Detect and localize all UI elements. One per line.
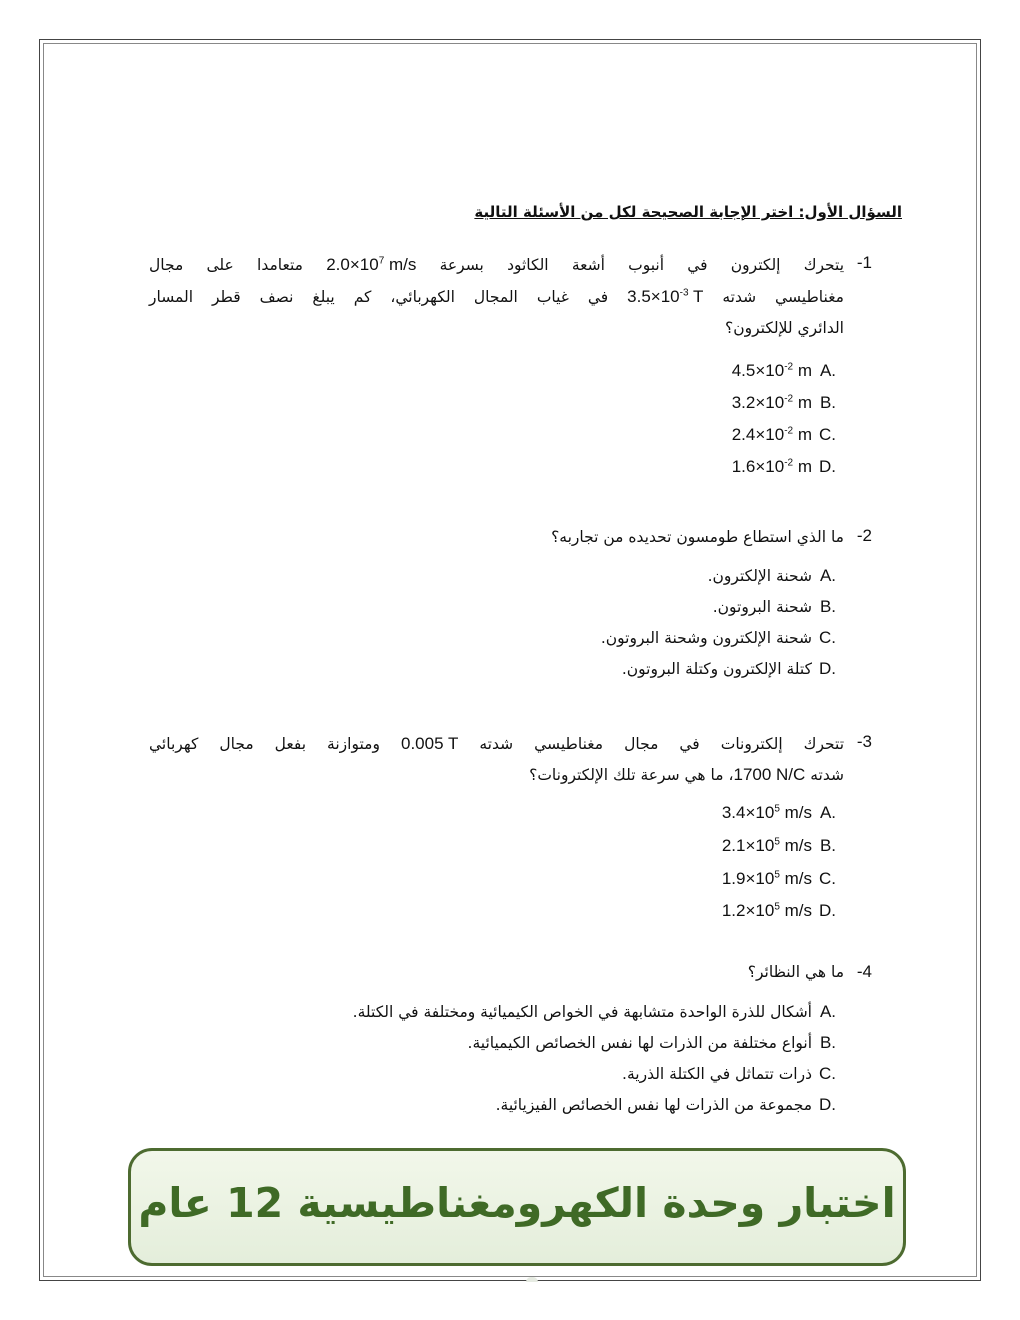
option-letter: D. (819, 1095, 836, 1114)
question-2-option-a[interactable] (707, 566, 836, 598)
question-1-velocity (326, 249, 416, 280)
velocity-exponent: 7 (378, 255, 385, 267)
option-text: أنواع مختلفة من الذرات لها نفس الخصائص الكيميائية. (467, 1034, 812, 1052)
field-mantissa: 3.5×10 (627, 287, 680, 306)
question-3-line-1 (149, 728, 844, 760)
option-unit: m (793, 393, 812, 412)
question-1-option-b[interactable] (731, 393, 836, 425)
option-text: كتلة الإلكترون وكتلة البروتون. (621, 660, 812, 678)
question-3-option-b[interactable] (721, 836, 836, 868)
question-1-line-1 (149, 249, 844, 281)
question-1-option-d[interactable] (731, 457, 836, 489)
option-mantissa: 2.4×10 (731, 425, 785, 444)
question-1-line-3: الدائري للإلكترون؟ (725, 319, 844, 337)
question-3-text-d: ، ما هي سرعة تلك الإلكترونات؟ (529, 766, 734, 784)
option-text: أشكال للذرة الواحدة متشابهة في الخواص الكيميائية ومختلفة في الكتلة. (352, 1003, 812, 1021)
field-exponent: -3 (679, 287, 689, 299)
question-2-option-b[interactable] (712, 597, 836, 629)
velocity-mantissa: 2.0×10 (326, 255, 379, 274)
option-unit: m/s (779, 836, 812, 855)
option-letter: C. (819, 1064, 836, 1083)
option-text: شحنة البروتون. (712, 598, 812, 616)
option-letter: A. (819, 1002, 836, 1021)
question-4-option-b[interactable] (467, 1033, 836, 1065)
option-unit: m (793, 457, 812, 476)
option-exponent: -2 (784, 361, 794, 373)
option-text: مجموعة من الذرات لها نفس الخصائص الفيزيائية. (495, 1096, 812, 1114)
field-unit: T (688, 287, 704, 306)
option-mantissa: 4.5×10 (731, 361, 785, 380)
question-2-option-d[interactable] (621, 659, 836, 691)
question-1-number: -1 (856, 253, 872, 272)
option-exponent: 5 (774, 869, 780, 881)
question-1-field (627, 281, 703, 312)
section-heading: السؤال الأول: اختر الإجابة الصحيحة لكل من الأسئلة التالية (474, 203, 902, 221)
option-unit: m/s (779, 869, 812, 888)
option-letter: A. (819, 361, 836, 380)
option-letter: D. (819, 457, 836, 476)
option-letter: B. (819, 393, 836, 412)
option-letter: B. (819, 1033, 836, 1052)
option-letter: C. (819, 628, 836, 647)
question-3-magnetic-field: 0.005 T (400, 734, 459, 753)
question-4-option-c[interactable] (622, 1064, 836, 1096)
question-3-text-a: تتحرك إلكترونات في مجال مغناطيسي شدته (479, 735, 845, 753)
question-2-number: -2 (856, 526, 872, 545)
question-3-electric-field: 1700 N/C (733, 765, 806, 784)
question-4-text: ما هي النظائر؟ (747, 963, 844, 981)
question-3-number: -3 (856, 732, 872, 751)
option-exponent: 5 (774, 803, 780, 815)
question-1-text-d: في غياب المجال الكهربائي، كم يبلغ نصف قطر المسار (149, 288, 609, 306)
question-1-line-2 (149, 281, 844, 313)
option-exponent: -2 (784, 393, 794, 405)
question-1-text-a: يتحرك إلكترون في أنبوب أشعة الكاثود بسرعة (439, 256, 845, 274)
question-3-line-2 (149, 759, 844, 791)
option-unit: m/s (779, 901, 812, 920)
option-exponent: 5 (774, 836, 780, 848)
title-banner-text: اختبار وحدة الكهرومغناطيسية 12 عام (138, 1179, 896, 1227)
question-3-option-a[interactable] (721, 803, 836, 835)
page-border-inner (43, 43, 977, 1277)
question-2-option-c[interactable] (600, 628, 836, 660)
question-1-option-c[interactable] (731, 425, 836, 457)
option-letter: C. (819, 869, 836, 888)
question-3-option-c[interactable] (721, 869, 836, 901)
option-letter: B. (819, 836, 836, 855)
question-2-text: ما الذي استطاع طومسون تحديده من تجاربه؟ (551, 528, 844, 546)
option-letter: A. (819, 803, 836, 822)
option-letter: B. (819, 597, 836, 616)
option-letter: A. (819, 566, 836, 585)
option-text: ذرات تتماثل في الكتلة الذرية. (622, 1065, 812, 1083)
question-4-option-d[interactable] (495, 1095, 836, 1127)
option-mantissa: 3.4×10 (721, 803, 775, 822)
option-exponent: -2 (784, 425, 794, 437)
option-letter: C. (819, 425, 836, 444)
option-mantissa: 1.9×10 (721, 869, 775, 888)
option-text: شحنة الإلكترون. (707, 567, 812, 585)
title-banner (128, 1148, 906, 1266)
option-exponent: 5 (774, 901, 780, 913)
option-text: شحنة الإلكترون وشحنة البروتون. (600, 629, 812, 647)
question-1-text-c: مغناطيسي شدته (722, 288, 844, 306)
option-mantissa: 1.2×10 (721, 901, 775, 920)
velocity-unit: m/s (384, 255, 417, 274)
option-letter: D. (819, 901, 836, 920)
question-1-option-a[interactable] (731, 361, 836, 393)
option-mantissa: 2.1×10 (721, 836, 775, 855)
question-1-text-b: متعامدا على مجال (149, 256, 303, 274)
question-3-text-c: شدته (810, 766, 844, 784)
option-exponent: -2 (784, 457, 794, 469)
option-unit: m/s (779, 803, 812, 822)
option-unit: m (793, 361, 812, 380)
option-mantissa: 3.2×10 (731, 393, 785, 412)
question-4-number: -4 (856, 962, 872, 981)
page-tab-marker (526, 1277, 538, 1282)
question-3-text-b: ومتوازنة بفعل مجال كهربائي (149, 735, 380, 753)
question-4-option-a[interactable] (352, 1002, 836, 1034)
option-mantissa: 1.6×10 (731, 457, 785, 476)
option-letter: D. (819, 659, 836, 678)
option-unit: m (793, 425, 812, 444)
question-3-option-d[interactable] (721, 901, 836, 933)
